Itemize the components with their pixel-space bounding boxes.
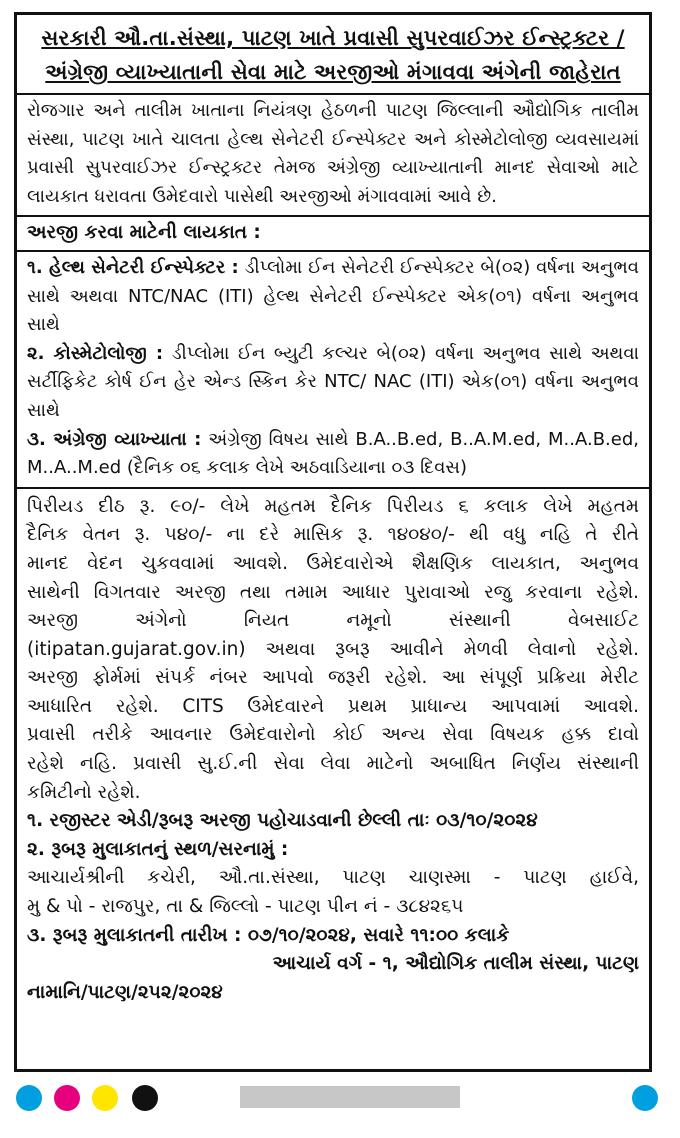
- qualification-label: ૧. હેલ્થ સેનેટરી ઈન્સ્પેક્ટર :: [27, 256, 239, 278]
- deadline: ૧. રજીસ્ટર એડી/રૂબરૂ અરજી પહોચાડવાની છેલ્લી તાઃ ૦૩/૧૦/૨૦૨૪: [27, 810, 538, 832]
- print-grey-bar: [240, 1086, 460, 1108]
- intro-section: [17, 95, 649, 217]
- reference-number: નામાનિ/પાટણ/૨૫૨/૨૦૨૪: [27, 981, 223, 1003]
- terms-line: આધારિત રહેશે. CITS ઉમેદવારને પ્રથમ પ્રાધાન્ય આપવામાં આવશે.: [27, 695, 639, 717]
- magenta-dot: [54, 1085, 80, 1111]
- qualification-label: ૩. અંગ્રેજી વ્યાખ્યાતા :: [27, 428, 202, 450]
- qualification-item: [27, 426, 639, 483]
- terms-line: પિરીયડ દીઠ રૂ. ૯૦/- લેખે મહતમ દૈનિક પિરીયડ ૬ કલાક લેખે મહતમ: [27, 495, 639, 517]
- qualification-text: અંગ્રેજી વિષય સાથે B.A..B.ed, B..A.M.ed, M..A.B.ed, M..A..M.ed (દૈનિક ૦૬ કલાક લેખે અઠવાડિયાના ૦૩ દિવસ): [27, 428, 639, 479]
- terms-line: અરજી ફોર્મમાં સંપર્ક નંબર આપવો જરૂરી રહેશે. આ સંપૂર્ણ પ્રક્રિયા મેરીટ: [27, 667, 639, 689]
- interview-date: ૩. રૂબરૂ મુલાકાતની તારીખ : ૦૭/૧૦/૨૦૨૪, સવારે ૧૧:૦૦ કલાકે: [27, 924, 510, 946]
- intro-paragraph: રોજગાર અને તાલીમ ખાતાના નિયંત્રણ હેઠળની પાટણ જિલ્લાની ઔદ્યોગિક તાલીમ સંસ્થા, પાટણ ખાતે ચાલતા હેલ્થ સેનેટરી ઈન્સ્પેક્ટર અને કોસ્મેટોલોજી વ્યવસાયમાં પ્રવાસી સુપરવાઈઝર ઈન્સ્ટ્રક્ટર તેમજ અંગ્રેજી વ્યાખ્યાતાની માનદ સેવાઓ માટે લાયકાત ધરાવતા ઉમેદવારો પાસેથી અરજીઓ મંગાવવામાં આવે છે.: [27, 100, 639, 207]
- qualification-item: [27, 254, 639, 340]
- terms-line: સાથેની વિગતવાર અરજી તથા તમામ આધાર પુરાવાઓ રજુ કરવાના રહેશે.: [27, 581, 639, 603]
- qualification-label: ૨. કોસ્મેટોલોજી :: [27, 342, 164, 364]
- black-dot: [132, 1085, 158, 1111]
- terms-line: માનદ વેદન ચુકવવામાં આવશે. ઉમેદવારોએ શૈક્ષણિક લાયકાત, અનુભવ: [27, 552, 639, 574]
- terms-line: (itipatan.gujarat.gov.in) અથવા રૂબરૂ આવીને મેળવી લેવાનો રહેશે.: [27, 638, 639, 660]
- cyan-dot: [16, 1085, 42, 1111]
- title-line-2: અંગ્રેજી વ્યાખ્યાતાની સેવા માટે અરજીઓ મંગાવવા અંગેની જાહેરાત: [45, 60, 621, 84]
- qualifications-section: [17, 252, 649, 489]
- venue-line: આચાર્યશ્રીની કચેરી, ઔ.તા.સંસ્થા, પાટણ ચાણસ્મા - પાટણ હાઈવે,: [27, 867, 639, 889]
- venue-heading: ૨. રૂબરૂ મુલાકાતનું સ્થળ/સરનામું :: [27, 838, 289, 860]
- terms-line: કમિટીનો રહેશે.: [27, 781, 141, 803]
- qualification-text: ડીપ્લોમા ઈન સેનેટરી ઈન્સ્પેક્ટર બે(૦૨) વર્ષના અનુભવ સાથે અથવા NTC/NAC (ITI) હેલ્થ સેનેટરી ઈન્સ્પેક્ટર એક(૦૧) વર્ષના અનુભવ સાથે: [27, 256, 639, 336]
- signatory: આચાર્ય વર્ગ - ૧, ઔદ્યોગિક તાલીમ સંસ્થા, પાટણ: [272, 953, 639, 975]
- venue-line: મુ & પો - રાજપુર, તા & જિલ્લો - પાટણ પીન નં - ૩૮૪૨૬૫: [27, 896, 464, 918]
- notice-title: [17, 15, 649, 95]
- title-line-1: સરકારી ઔ.તા.સંસ્થા, પાટણ ખાતે પ્રવાસી સુપરવાઈઝર ઈન્સ્ટ્રક્ટર /: [41, 26, 625, 50]
- advertisement-notice: [14, 12, 652, 1072]
- terms-line: રહેશે નહિ. પ્રવાસી સુ.ઈ.ની સેવા લેવા માટેનો અબાધિત નિર્ણય સંસ્થાની: [27, 753, 639, 775]
- terms-line: પ્રવાસી તરીકે આવનાર ઉમેદવારોનો કોઈ અન્ય સેવા વિષયક હક્ક દાવો: [27, 724, 639, 746]
- terms-line: અરજી અંગેનો નિયત નમૂનો સંસ્થાની વેબસાઈટ: [27, 610, 639, 632]
- eligibility-heading: અરજી કરવા માટેની લાયકાત :: [27, 222, 261, 244]
- eligibility-heading-section: [17, 217, 649, 252]
- qualification-item: [27, 340, 639, 426]
- qualification-text: ડીપ્લોમા ઈન બ્યુટી કલ્ચર બે(૦૨) વર્ષના અનુભવ સાથે અથવા સર્ટીફિકેટ કોર્ષ ઈન હેર એન્ડ સ્કિન કેર NTC/ NAC (ITI) એક(૦૧) વર્ષના અનુભવ સાથે: [27, 342, 639, 421]
- cyan-dot: [632, 1085, 658, 1111]
- terms-line: દૈનિક વેતન રૂ. ૫૪૦/- ના દરે માસિક રૂ. ૧૪૦૪૦/- થી વધુ નહિ તે રીતે: [27, 524, 639, 546]
- yellow-dot: [92, 1085, 118, 1111]
- terms-section: [17, 489, 649, 1012]
